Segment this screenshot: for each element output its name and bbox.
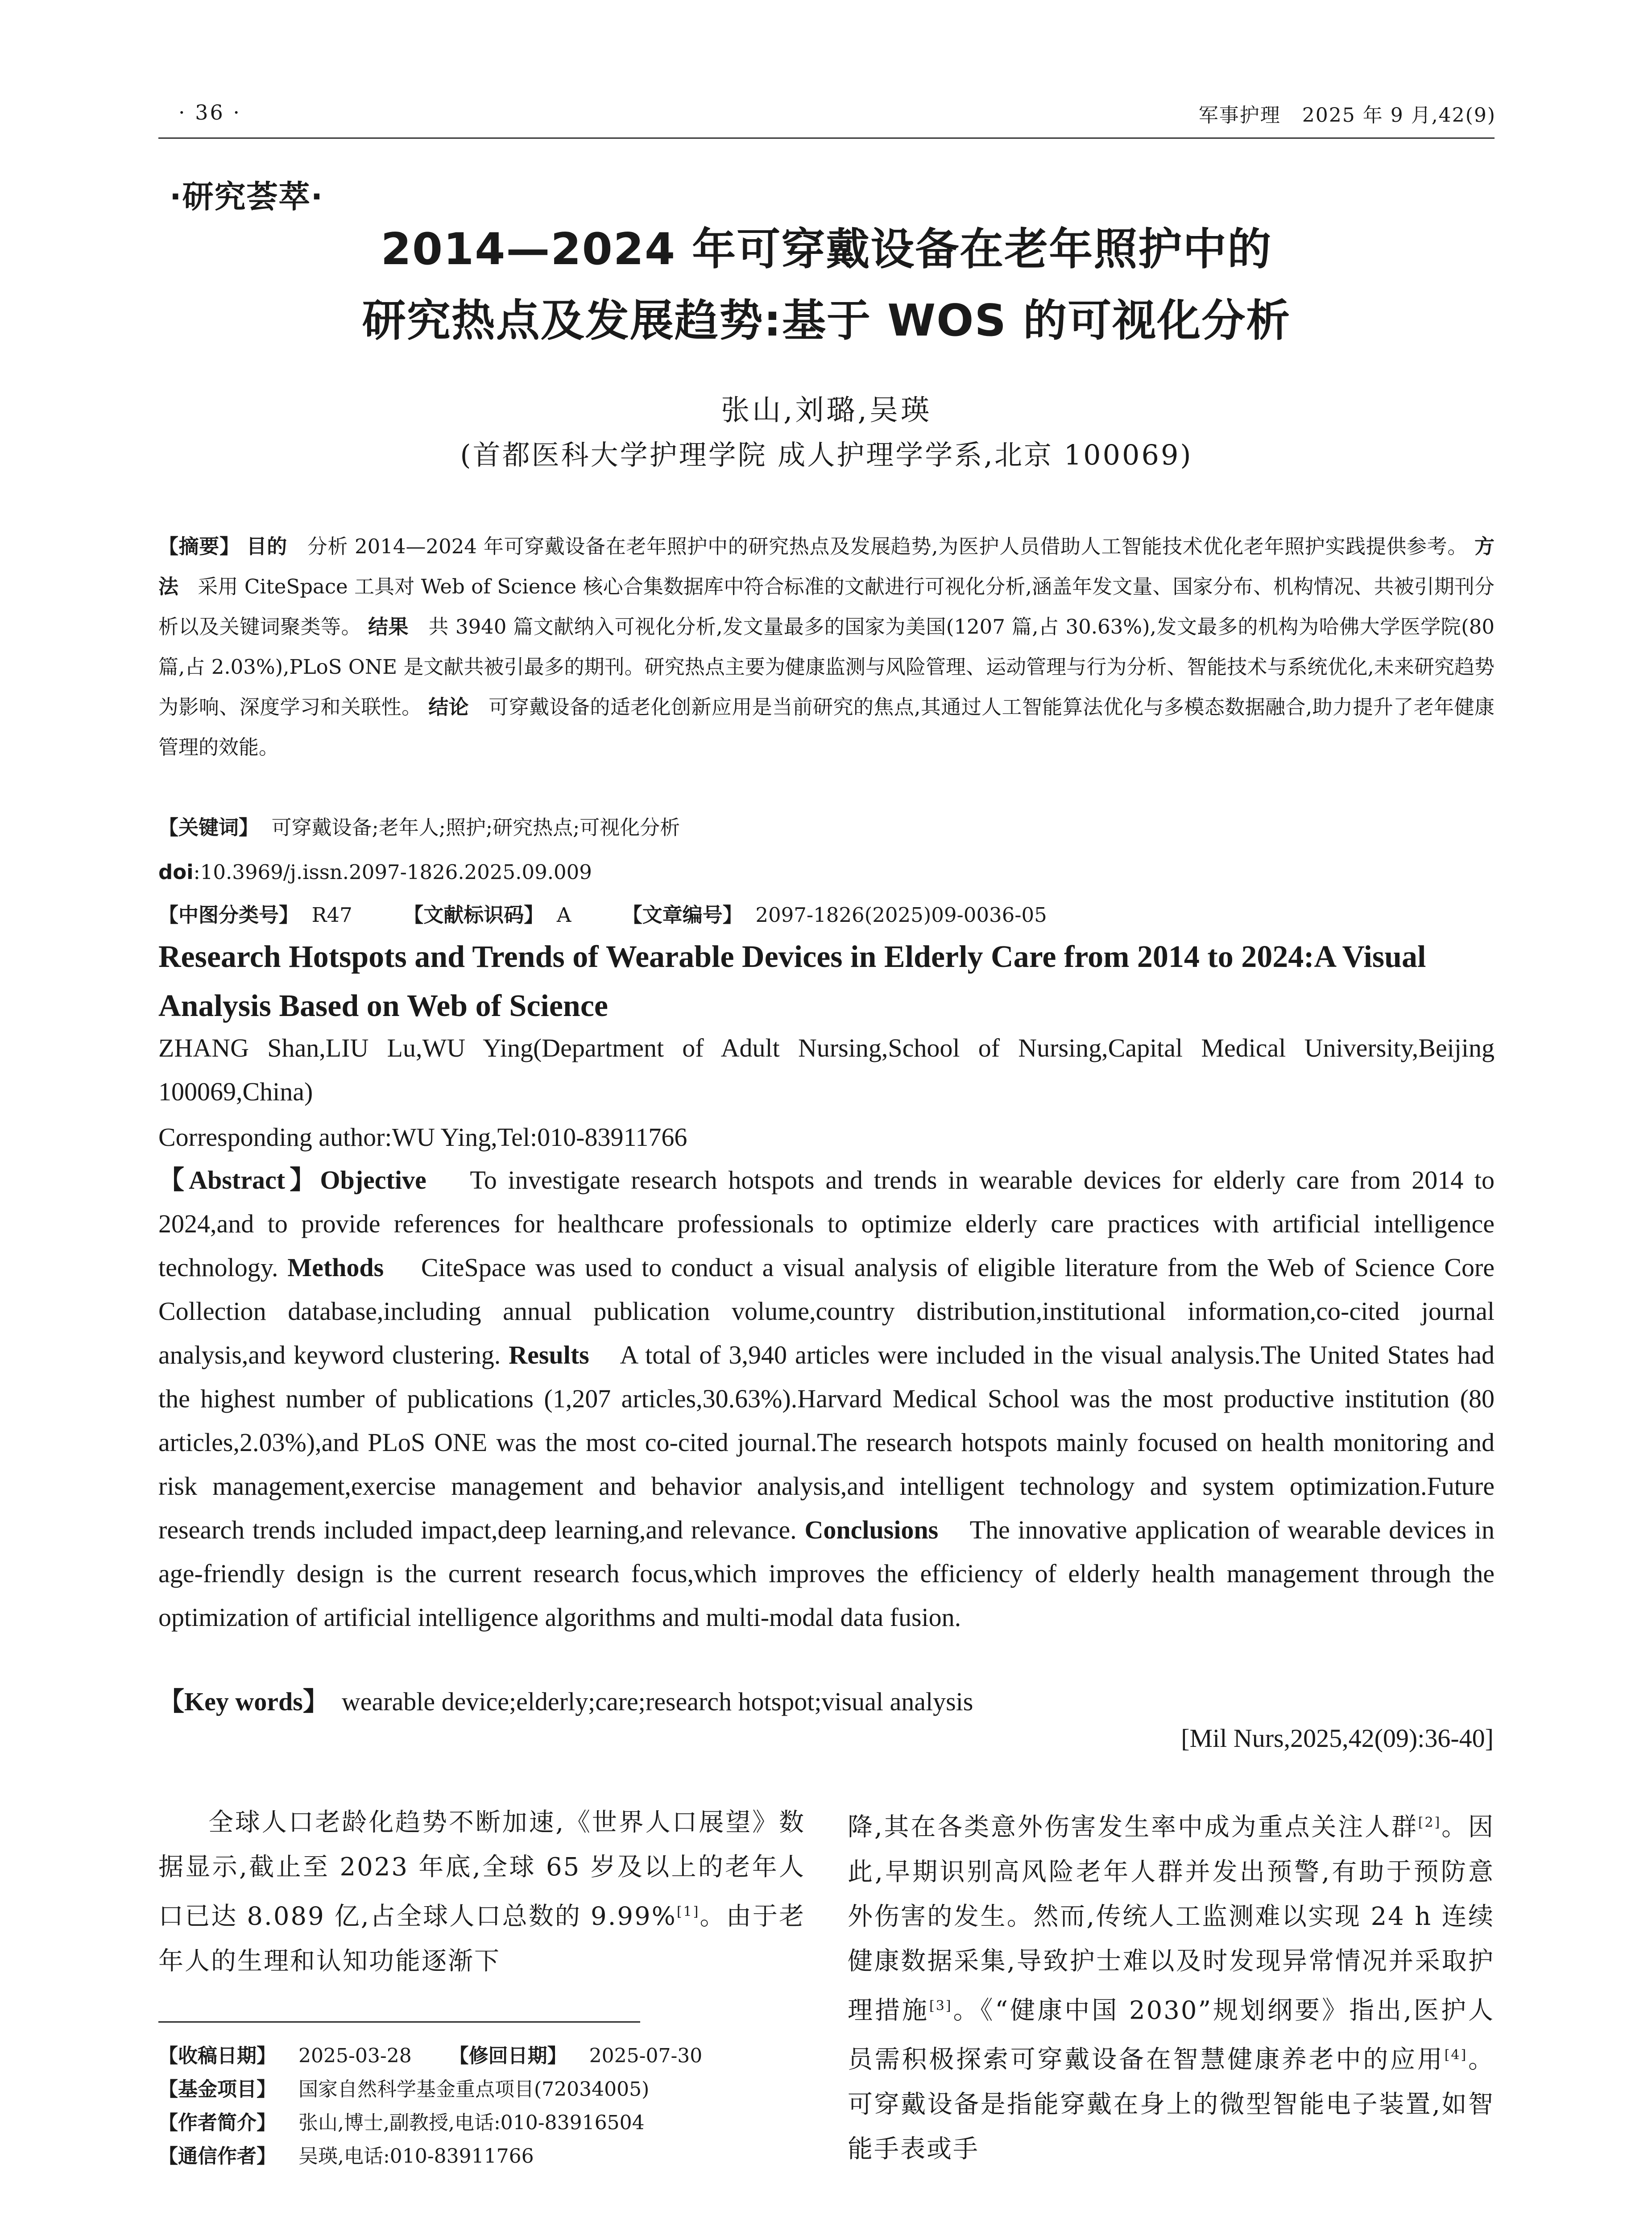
classification-line xyxy=(158,895,1495,935)
body-col1-text-after: 。由于老年人的生理和认知功能逐渐下 xyxy=(158,1902,806,1976)
author-bio-text: 张山,博士,副教授,电话:010-83916504 xyxy=(298,2111,645,2134)
fund-label: 【基金项目】 xyxy=(158,2078,276,2101)
doi-text: :10.3969/j.issn.2097-1826.2025.09.009 xyxy=(193,860,592,884)
body-col2-p4: 。可穿戴设备是指能穿戴在身上的微型智能电子装置,如智能手表或手 xyxy=(848,2045,1495,2164)
received-label: 【收稿日期】 xyxy=(158,2044,276,2067)
conclusions-en: The innovative application of wearable devices in age-friendly design is the current research focus,which improves the efficiency of elderly health management through the optimization of artificial intelligence algorithms and multi-modal data fusion. xyxy=(158,1515,1495,1632)
corr-text: 吴瑛,电话:010-83911766 xyxy=(298,2145,534,2168)
methods-en: CiteSpace was used to conduct a visual analysis of eligible literature from the Web of Science Core Collection database,including annual publication volume,country distribution,institutional information,co-cited journal analysis,and keyword clustering. xyxy=(158,1253,1495,1369)
methods-zh: 采用 CiteSpace 工具对 Web of Science 核心合集数据库中符合标准的文献进行可视化分析,涵盖年发文量、国家分布、机构情况、共被引期刊分析以及关键词聚类等。 xyxy=(158,575,1495,639)
results-zh-label: 结果 xyxy=(368,615,409,639)
title-en: Research Hotspots and Trends of Wearable Devices in Elderly Care from 2014 to 2024:A Visual Analysis Based on Web of Science xyxy=(158,940,1426,1023)
title-line-1: 2014—2024 年可穿戴设备在老年照护中的 xyxy=(381,224,1272,275)
keywords-zh-label: 【关键词】 xyxy=(158,816,259,839)
doi-label: doi xyxy=(158,860,194,884)
footnote-rule xyxy=(158,2021,640,2023)
corresponding-author-en: Corresponding author:WU Ying,Tel:010-83911766 xyxy=(158,1123,687,1152)
article-no-value: 2097-1826(2025)09-0036-05 xyxy=(755,903,1047,927)
abstract-en xyxy=(158,1158,1495,1639)
journal-name: 军事护理 xyxy=(1198,104,1281,127)
body-column-1 xyxy=(158,1800,805,1984)
page-number: · 36 · xyxy=(178,100,242,124)
doc-code-value: A xyxy=(556,903,571,927)
body-col2-p3: 。《“健康中国 2030”规划纲要》指出,医护人员需积极探索可穿戴设备在智慧健康养老中的应用 xyxy=(848,1996,1495,2074)
header-rule xyxy=(158,137,1495,139)
article-no-label: 【文章编号】 xyxy=(622,903,743,927)
methods-en-label: Methods xyxy=(287,1253,384,1282)
revised-label: 【修回日期】 xyxy=(449,2044,567,2067)
keywords-zh-text: 可穿戴设备;老年人;照护;研究热点;可视化分析 xyxy=(271,816,680,839)
objective-en: To investigate research hotspots and trends in wearable devices for elderly care from 2014 to 2024,and to provide references for healthcare professionals to optimize elderly care practices with artificial intelligence technology. xyxy=(158,1165,1495,1282)
received-date: 2025-03-28 xyxy=(298,2044,412,2067)
objective-zh: 分析 2014—2024 年可穿戴设备在老年照护中的研究热点及发展趋势,为医护人员借助人工智能技术优化老年照护实践提供参考。 xyxy=(307,535,1468,558)
keywords-en-text: wearable device;elderly;care;research hotspot;visual analysis xyxy=(341,1687,973,1716)
conclusion-zh: 可穿戴设备的适老化创新应用是当前研究的焦点,其通过人工智能算法优化与多模态数据融合,助力提升了老年健康管理的效能。 xyxy=(158,695,1495,759)
footnote xyxy=(158,2039,805,2173)
results-zh: 共 3940 篇文献纳入可视化分析,发文量最多的国家为美国(1207 篇,占 30.63%),发文最多的机构为哈佛大学医学院(80 篇,占 2.03%),PLoS ONE 是文献共被引最多的期刊。研究热点主要为健康监测与风险管理、运动管理与行为分析、智能技术与系统优化,未来研究趋势为影响、深度学习和关联性。 xyxy=(158,615,1495,719)
footnote-author xyxy=(158,2106,805,2140)
authors-en: ZHANG Shan,LIU Lu,WU Ying(Department of Adult Nursing,School of Nursing,Capital Medical University,Beijing 100069,China) xyxy=(158,1033,1495,1106)
conclusion-zh-label: 结论 xyxy=(428,695,469,719)
body-col2-p1: 降,其在各类意外伤害发生率中成为重点关注人群 xyxy=(848,1812,1418,1842)
citation: [Mil Nurs,2025,42(09):36-40] xyxy=(1181,1724,1494,1753)
column-tag: ·研究荟萃· xyxy=(170,178,324,215)
footnote-fund xyxy=(158,2073,805,2106)
corr-label: 【通信作者】 xyxy=(158,2145,276,2168)
ref-3[interactable]: [3] xyxy=(929,1998,952,2014)
body-column-2 xyxy=(848,1800,1495,2172)
abstract-en-label: 【Abstract】 xyxy=(158,1165,320,1194)
journal-issue: 2025 年 9 月,42(9) xyxy=(1302,104,1496,127)
doc-code-label: 【文献标识码】 xyxy=(403,903,544,927)
title-line-2: 研究热点及发展趋势:基于 WOS 的可视化分析 xyxy=(362,295,1291,346)
objective-zh-label: 目的 xyxy=(246,535,287,558)
abstract-zh-label: 【摘要】 xyxy=(158,535,240,558)
footnote-dates xyxy=(158,2039,805,2073)
body-col1-text: 全球人口老龄化趋势不断加速,《世界人口展望》数据显示,截止至 2023 年底,全球 65 岁及以上的老年人口已达 8.089 亿,占全球人口总数的 9.99% xyxy=(158,1808,805,1931)
ref-4[interactable]: [4] xyxy=(1444,2047,1468,2063)
doi xyxy=(158,852,1495,892)
keywords-en-label: 【Key words】 xyxy=(158,1687,329,1716)
fund-text: 国家自然科学基金重点项目(72034005) xyxy=(298,2078,650,2101)
revised-date: 2025-07-30 xyxy=(589,2044,703,2067)
keywords-zh xyxy=(158,808,1495,848)
abstract-zh xyxy=(158,527,1495,767)
authors: 张山,刘璐,吴瑛 xyxy=(721,394,932,427)
conclusions-en-label: Conclusions xyxy=(804,1515,939,1544)
ref-1[interactable]: [1] xyxy=(676,1904,700,1920)
author-bio-label: 【作者简介】 xyxy=(158,2111,276,2134)
methods-zh-label: 方法 xyxy=(158,535,1495,598)
clc-label: 【中图分类号】 xyxy=(158,903,299,927)
clc-value: R47 xyxy=(311,903,352,927)
ref-2[interactable]: [2] xyxy=(1418,1815,1441,1830)
objective-en-label: Objective xyxy=(320,1165,426,1194)
results-en-label: Results xyxy=(509,1340,589,1369)
footnote-corr xyxy=(158,2140,805,2173)
keywords-en xyxy=(158,1680,1495,1724)
results-en: A total of 3,940 articles were included in the visual analysis.The United States had the highest number of publications (1,207 articles,30.63%).Harvard Medical School was the most productive institution (80 articles,2.03%),and PLoS ONE was the most co-cited journal.The research hotspots mainly focused on health monitoring and risk management,exercise management and behavior analysis,and intelligent technology and system optimization.Future research trends included impact,deep learning,and relevance. xyxy=(158,1340,1495,1544)
affiliation: (首都医科大学护理学院 成人护理学学系,北京 100069) xyxy=(460,439,1193,471)
body-col2-p2: 。因此,早期识别高风险老年人群并发出预警,有助于预防意外伤害的发生。然而,传统人工监测难以实现 24 h 连续健康数据采集,导致护士难以及时发现异常情况并采取护理措施 xyxy=(848,1812,1495,2025)
journal-info xyxy=(1199,99,1496,128)
